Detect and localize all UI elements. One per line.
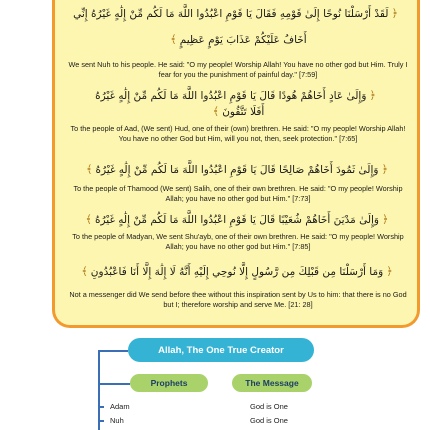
verse-2-english (65, 124, 411, 145)
connector-horizontal-mid (98, 383, 130, 385)
verse-2-translation: To the people of Aad, (We sent) Hud, one of their (own) brethren. He said: "O my people! Worship Allah! You have no other God but Him, will you not, then, seek protection." (70, 124, 406, 144)
verse-1-translation: We sent Nuh to his people. He said: "O my people! Worship Allah! You have no other god but Him. Truly I fear for you the punishment of painful day." (68, 60, 408, 80)
verse-4-arabic-line1: وَإِلَىٰ مَدْيَنَ أَخَاهُمْ شُعَيْبًا قَالَ يَا قَوْمِ اعْبُدُوا اللَّهَ مَا لَكُم مِّنْ إِلَٰهٍ غَيْرُهُ (94, 214, 380, 226)
verse-ornament-icon: ﴿ (381, 163, 388, 176)
verse-2-reference: [7:65] (339, 134, 358, 144)
prophet-nuh: Nuh (110, 416, 124, 425)
message-adam: God is One (250, 402, 288, 411)
verse-ornament-icon: ﴾ (81, 265, 88, 278)
verse-ornament-icon: ﴿ (391, 7, 398, 20)
connector-row-1 (98, 406, 104, 408)
verse-1-english (65, 60, 411, 81)
connector-horizontal-top (98, 350, 128, 352)
verse-2-arabic (63, 88, 411, 104)
verse-5-arabic (63, 264, 411, 280)
message-nuh: God is One (250, 416, 288, 425)
verse-1-reference: [7:59] (299, 70, 318, 80)
verse-3-english (65, 184, 411, 205)
verse-5-reference: [21: 28] (288, 300, 313, 310)
verse-5-english (65, 290, 411, 311)
verse-ornament-icon: ﴿ (369, 89, 376, 102)
prophets-column-header: Prophets (130, 374, 208, 392)
verse-1-arabic-line2: أَخَافُ عَلَيْكُمْ عَذَابَ يَوْمٍ عَظِيمٍ (179, 34, 307, 46)
verse-ornament-icon: ﴿ (386, 265, 393, 278)
chart-title: Allah, The One True Creator (128, 338, 314, 362)
verse-ornament-icon: ﴾ (86, 163, 93, 176)
verse-4-english (65, 232, 411, 253)
verse-4-translation: To the people of Madyan, We sent Shu'ayb, one of their own brethren. He said: "O my people! Worship Allah; you have no other god but Him." (72, 232, 404, 252)
verse-ornament-icon: ﴾ (212, 105, 220, 118)
verse-4-arabic (63, 212, 411, 228)
verse-1-arabic-line1: لَقَدْ أَرْسَلْنَا نُوحًا إِلَىٰ قَوْمِهِ فَقَالَ يَا قَوْمِ اعْبُدُوا اللَّهَ مَا لَكُم مِّنْ إِلَٰهٍ غَيْرُهُ إِنِّي (73, 8, 389, 20)
verse-panel (52, 0, 420, 328)
verse-3-translation: To the people of Thamood (We sent) Salih, one of their own brethren. He said: "O my people! Worship Allah; you have no other god but Him." (73, 184, 403, 204)
verse-ornament-icon: ﴿ (382, 213, 389, 226)
verse-1-arabic (63, 6, 411, 22)
verse-2-arabic-line2: أَفَلَا تَتَّقُونَ (222, 106, 265, 118)
connector-vertical (98, 350, 100, 430)
verse-5-arabic-line1: وَمَا أَرْسَلْنَا مِن قَبْلِكَ مِن رَّسُولٍ إِلَّا نُوحِي إِلَيْهِ أَنَّهُ لَا إِلَٰهَ إِلَّا أَنَا فَاعْبُدُونِ (90, 266, 384, 278)
verse-ornament-icon: ﴾ (85, 213, 92, 226)
message-column-header: The Message (232, 374, 312, 392)
verse-2-arabic-cont (63, 104, 411, 120)
verse-ornament-icon: ﴾ (170, 33, 177, 46)
verse-3-arabic (63, 162, 411, 178)
prophet-adam: Adam (110, 402, 130, 411)
verse-5-translation: Not a messenger did We send before thee without this inspiration sent by Us to him: that there is no God but I; therefore worship and serve Me. (69, 290, 407, 310)
verse-1-arabic-cont (63, 32, 411, 48)
verse-4-reference: [7:85] (292, 242, 311, 252)
verse-3-reference: [7:73] (292, 194, 311, 204)
verse-2-arabic-line1: وَإِلَىٰ عَادٍ أَخَاهُمْ هُودًا قَالَ يَا قَوْمِ اعْبُدُوا اللَّهَ مَا لَكُم مِّنْ إِلَٰهٍ غَيْرُهُ (95, 90, 367, 102)
verse-3-arabic-line1: وَإِلَىٰ ثَمُودَ أَخَاهُمْ صَالِحًا قَالَ يَا قَوْمِ اعْبُدُوا اللَّهَ مَا لَكُم مِّنْ إِلَٰهٍ غَيْرُهُ (95, 164, 379, 176)
connector-row-2 (98, 420, 104, 422)
